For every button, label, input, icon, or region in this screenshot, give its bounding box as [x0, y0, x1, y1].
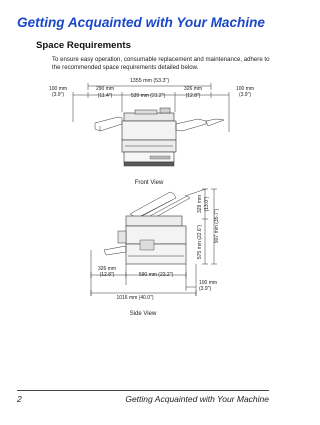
- front-overall-width-label: 1355 mm (53.3"): [129, 78, 170, 84]
- front-printer-width-label: 539 mm (21.2"): [130, 93, 166, 99]
- intro-paragraph: To ensure easy operation, consumable replacement and maintenance, adhere to the recommended space requirements detailed below.: [52, 56, 270, 72]
- front-left-clearance-label: 100 mm: [48, 86, 68, 92]
- footer-rule: [17, 390, 269, 391]
- side-printer-height-label: 575 mm (22.6"): [197, 224, 203, 260]
- side-front-clearance-inch: (12.8"): [99, 272, 115, 278]
- side-top-clearance-inch: (13.0"): [204, 196, 210, 212]
- front-right-clearance-inch: (3.9"): [238, 92, 252, 98]
- side-view-caption: Side View: [129, 311, 157, 317]
- front-left-clearance-inch: (3.9"): [51, 92, 65, 98]
- section-heading: Space Requirements: [36, 40, 131, 51]
- front-right-clearance-label: 100 mm: [235, 86, 255, 92]
- page-title: Getting Acquainted with Your Machine: [17, 15, 265, 30]
- side-overall-depth-label: 1016 mm (40.0"): [116, 295, 154, 301]
- page-number: 2: [17, 394, 22, 404]
- side-front-clearance-label: 326 mm: [97, 266, 117, 272]
- front-left-tray-inch: (11.4"): [97, 93, 113, 99]
- front-right-tray-label: 326 mm: [183, 86, 203, 92]
- printer-side-illustration: [104, 189, 206, 264]
- footer-title: Getting Acquainted with Your Machine: [125, 394, 269, 404]
- front-left-tray-label: 290 mm: [95, 86, 115, 92]
- side-overall-height-label: 907 mm (35.7"): [214, 208, 220, 244]
- side-rear-clearance-inch: (3.9"): [199, 286, 212, 292]
- side-top-clearance-label: 329 mm: [197, 194, 203, 214]
- side-printer-depth-label: 590 mm (23.2"): [138, 272, 174, 278]
- front-right-tray-inch: (12.8"): [185, 93, 201, 99]
- front-view-caption: Front View: [134, 180, 164, 186]
- side-rear-clearance-label: 100 mm: [199, 280, 218, 286]
